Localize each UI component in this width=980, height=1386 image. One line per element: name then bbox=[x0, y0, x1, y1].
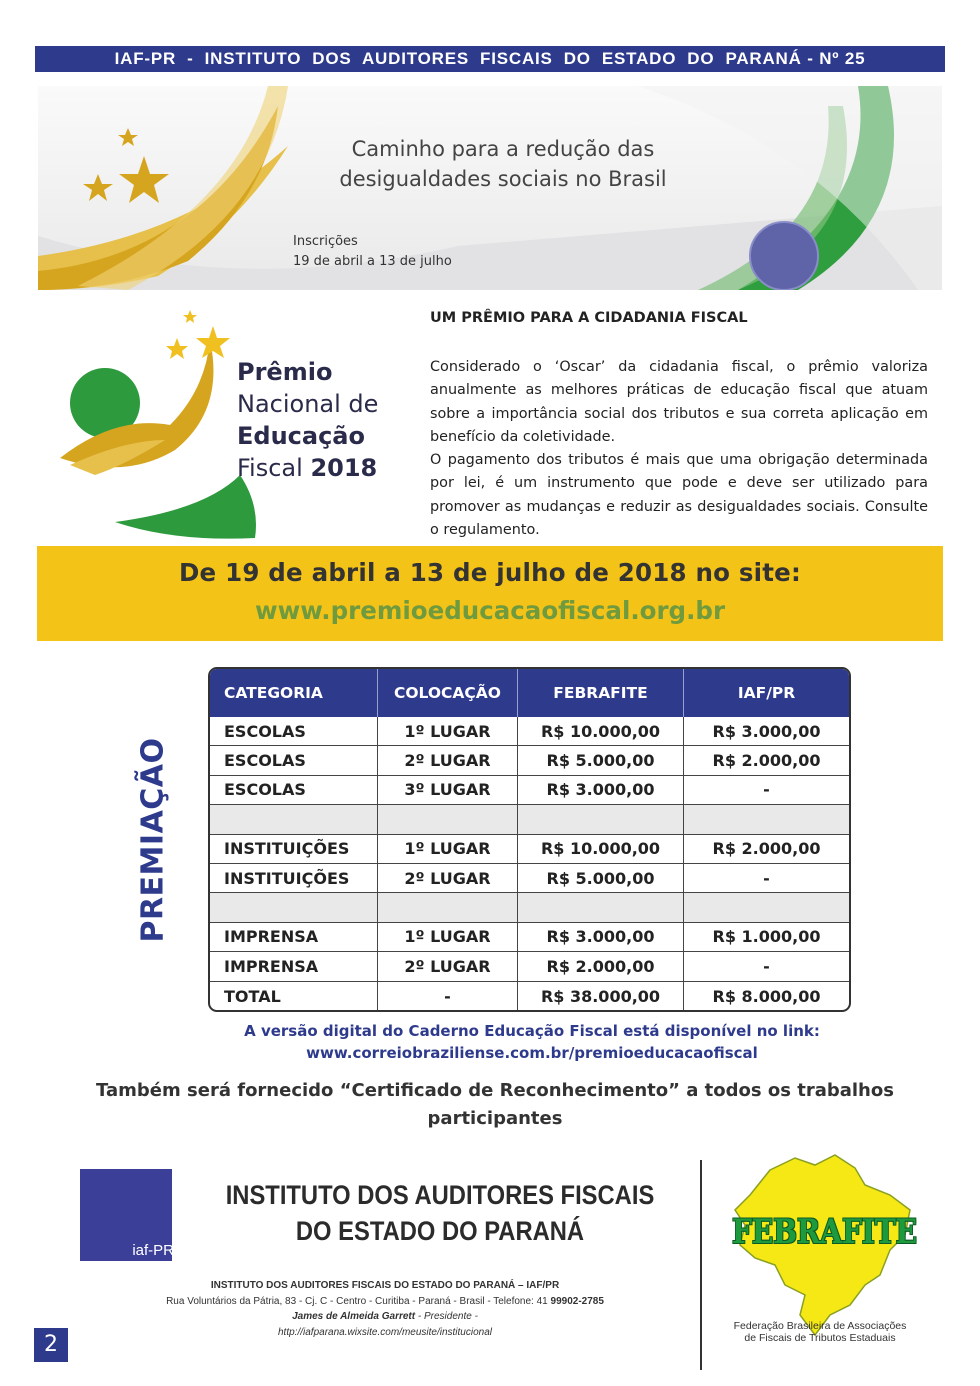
cell-febrafite: R$ 10.000,00 bbox=[518, 835, 684, 863]
cell-place: 1º LUGAR bbox=[378, 923, 518, 951]
cell-category: ESCOLAS bbox=[210, 746, 378, 774]
febrafite-caption-line2: de Fiscais de Tributos Estaduais bbox=[744, 1332, 896, 1344]
banner bbox=[38, 86, 942, 290]
table-row-spacer bbox=[210, 805, 849, 834]
premiacao-side-label-wrap bbox=[83, 725, 223, 955]
febrafite-logo bbox=[715, 1150, 925, 1350]
febrafite-caption bbox=[715, 1320, 925, 1344]
announcement-band bbox=[37, 546, 943, 641]
registration-dates: 19 de abril a 13 de julho bbox=[293, 254, 452, 269]
banner-title bbox=[293, 134, 713, 194]
footer-org-line1: INSTITUTO DOS AUDITORES FISCAIS bbox=[225, 1180, 655, 1210]
table-row bbox=[210, 717, 849, 746]
cell-iafpr: - bbox=[763, 956, 770, 976]
awards-table-header bbox=[210, 669, 849, 717]
cell-febrafite: R$ 5.000,00 bbox=[518, 746, 684, 774]
cell-febrafite: R$ 3.000,00 bbox=[518, 776, 684, 804]
logo-line2: Nacional de bbox=[237, 390, 379, 418]
footer-org-line2: DO ESTADO DO PARANÁ bbox=[295, 1216, 585, 1246]
table-row bbox=[210, 864, 849, 893]
banner-registration bbox=[293, 232, 452, 272]
cell-febrafite: R$ 38.000,00 bbox=[518, 982, 684, 1011]
digital-note-link[interactable]: www.correiobraziliense.com.br/premioeducacaofiscal bbox=[306, 1044, 758, 1062]
page-number: 2 bbox=[34, 1328, 68, 1362]
premio-logo-text bbox=[237, 356, 378, 484]
footer-info-title: INSTITUTO DOS AUDITORES FISCAIS DO ESTADO DO PARANÁ – IAF/PR bbox=[210, 1280, 560, 1291]
cell-category: ESCOLAS bbox=[210, 776, 378, 804]
certificate-note: Também será fornecido “Certificado de Reconhecimento” a todos os trabalhos participantes bbox=[96, 1080, 894, 1129]
cell-iafpr: R$ 8.000,00 bbox=[712, 986, 821, 1006]
cell-place: 2º LUGAR bbox=[378, 952, 518, 980]
logo-line4 bbox=[237, 452, 378, 484]
cell-iafpr: - bbox=[763, 780, 770, 800]
cell-iafpr: R$ 1.000,00 bbox=[712, 927, 821, 947]
febrafite-caption-line1: Federação Brasileira de Associações bbox=[733, 1320, 907, 1332]
table-row bbox=[210, 923, 849, 952]
awards-table-body bbox=[210, 717, 849, 1011]
cell-category: INSTITUIÇÕES bbox=[210, 835, 378, 863]
header-febrafite: FEBRAFITE bbox=[518, 669, 684, 717]
cell-place bbox=[378, 805, 518, 833]
banner-title-line2: desigualdades sociais no Brasil bbox=[339, 167, 667, 191]
cell-place: 2º LUGAR bbox=[378, 746, 518, 774]
table-row bbox=[210, 746, 849, 775]
intro-heading: UM PRÊMIO PARA A CIDADANIA FISCAL bbox=[430, 310, 748, 326]
cell-iafpr: R$ 3.000,00 bbox=[712, 721, 821, 741]
cell-place: 3º LUGAR bbox=[378, 776, 518, 804]
footer-phone: 99902-2785 bbox=[550, 1295, 604, 1307]
footer-president-line bbox=[130, 1309, 640, 1325]
cell-febrafite: R$ 10.000,00 bbox=[518, 717, 684, 745]
cell-place: 1º LUGAR bbox=[378, 717, 518, 745]
iaf-pr-logo bbox=[80, 1169, 172, 1261]
header-title: IAF-PR - INSTITUTO DOS AUDITORES FISCAIS DO ESTADO DO PARANÁ - Nº 25 bbox=[35, 46, 945, 72]
logo-line3: Educação bbox=[237, 422, 365, 450]
footer-president-role: - Presidente - bbox=[417, 1311, 478, 1322]
table-row-total bbox=[210, 982, 849, 1011]
cell-category: IMPRENSA bbox=[210, 923, 378, 951]
logo-year: 2018 bbox=[310, 454, 378, 482]
cell-febrafite: R$ 2.000,00 bbox=[518, 952, 684, 980]
footer-president: James de Almeida Garrett bbox=[292, 1311, 416, 1322]
cell-iafpr: R$ 2.000,00 bbox=[712, 751, 821, 771]
febrafite-wordmark: FEBRAFITE bbox=[731, 1212, 917, 1252]
footer-info bbox=[130, 1278, 640, 1340]
cell-febrafite bbox=[518, 893, 684, 921]
cell-place: 1º LUGAR bbox=[378, 835, 518, 863]
iaf-pr-logo-text: iaf-PR bbox=[132, 1242, 174, 1259]
digital-version-note bbox=[0, 1020, 980, 1064]
table-row bbox=[210, 776, 849, 805]
banner-title-line1: Caminho para a redução das bbox=[351, 137, 655, 161]
footer-divider bbox=[700, 1160, 702, 1370]
cell-category: INSTITUIÇÕES bbox=[210, 864, 378, 892]
footer-org-name bbox=[220, 1177, 660, 1249]
logo-fiscal-word: Fiscal bbox=[237, 454, 303, 482]
intro-text bbox=[430, 356, 928, 542]
cell-place: 2º LUGAR bbox=[378, 864, 518, 892]
cell-category bbox=[210, 893, 378, 921]
cell-febrafite: R$ 3.000,00 bbox=[518, 923, 684, 951]
cell-iafpr bbox=[684, 893, 849, 921]
header-iafpr: IAF/PR bbox=[737, 684, 796, 702]
cell-category bbox=[210, 805, 378, 833]
cell-iafpr: - bbox=[763, 868, 770, 888]
cell-iafpr bbox=[684, 805, 849, 833]
cell-category: TOTAL bbox=[210, 982, 378, 1011]
cell-iafpr: R$ 2.000,00 bbox=[712, 839, 821, 859]
cell-place bbox=[378, 893, 518, 921]
table-row bbox=[210, 835, 849, 864]
header-colocacao: COLOCAÇÃO bbox=[378, 669, 518, 717]
header-categoria: CATEGORIA bbox=[210, 669, 378, 717]
cell-febrafite: R$ 5.000,00 bbox=[518, 864, 684, 892]
awards-table bbox=[208, 667, 851, 1012]
cell-febrafite bbox=[518, 805, 684, 833]
intro-paragraph-1: Considerado o ‘Oscar’ da cidadania fiscal, o prêmio valoriza anualmente as melhores práticas de educação fiscal que atuam sobre a importância social dos tributos e sua correta aplicação em benefício da coletividade. bbox=[430, 359, 928, 445]
table-row bbox=[210, 952, 849, 981]
registration-label: Inscrições bbox=[293, 234, 358, 249]
table-row-spacer bbox=[210, 893, 849, 922]
logo-line1: Prêmio bbox=[237, 358, 333, 386]
footer-address: Rua Voluntários da Pátria, 83 - Cj. C - Centro - Curitiba - Paraná - Brasil - Telefone: 41 bbox=[166, 1295, 548, 1307]
announcement-url[interactable]: www.premioeducacaofiscal.org.br bbox=[254, 596, 726, 625]
premio-logo bbox=[55, 300, 420, 545]
premiacao-side-label: PREMIAÇÃO bbox=[135, 737, 171, 943]
cell-category: ESCOLAS bbox=[210, 717, 378, 745]
footer-website[interactable]: http://iafparana.wixsite.com/meusite/institucional bbox=[278, 1326, 492, 1338]
announcement-dates: De 19 de abril a 13 de julho de 2018 no site: bbox=[179, 558, 801, 587]
cell-place: - bbox=[378, 982, 518, 1011]
digital-note-line1: A versão digital do Caderno Educação Fiscal está disponível no link: bbox=[244, 1022, 820, 1040]
footer-address-line bbox=[130, 1294, 640, 1310]
cell-category: IMPRENSA bbox=[210, 952, 378, 980]
intro-paragraph-2: O pagamento dos tributos é mais que uma obrigação determinada por lei, é um instrumento que pode e deve ser utilizado para promover as mudanças e reduzir as desigualdades sociais. Consulte o regulamento. bbox=[430, 452, 928, 539]
